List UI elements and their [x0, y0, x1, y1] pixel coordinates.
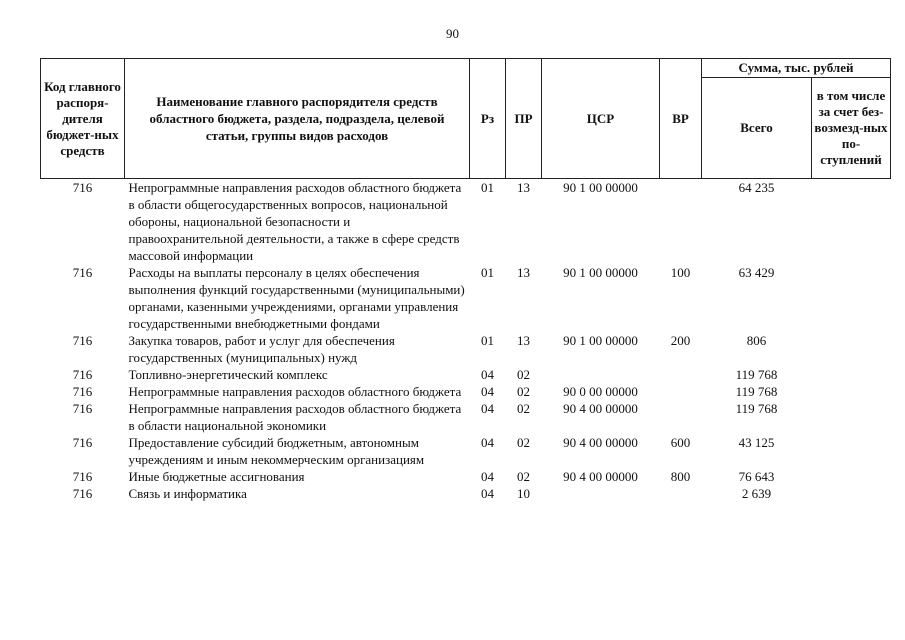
- table-row: [41, 434, 891, 468]
- cell-gratuitous: [812, 264, 891, 332]
- cell-total: 119 768: [735, 401, 778, 416]
- cell-vr: 800: [670, 469, 691, 484]
- cell-csr: 90 0 00 00000: [563, 384, 638, 399]
- cell-rz: 04: [481, 435, 494, 450]
- cell-pr: 02: [517, 435, 530, 450]
- cell-csr: 90 4 00 00000: [563, 435, 638, 450]
- cell-vr: 600: [670, 435, 691, 450]
- table-row: [41, 332, 891, 366]
- cell-csr: 90 1 00 00000: [563, 265, 638, 280]
- cell-csr: 90 1 00 00000: [563, 180, 638, 195]
- cell-total: 119 768: [735, 384, 778, 399]
- cell-vr: 200: [670, 333, 691, 348]
- cell-total: 2 639: [741, 486, 772, 501]
- cell-rz: 04: [481, 469, 494, 484]
- cell-pr: 13: [517, 180, 530, 195]
- cell-vr: [660, 383, 702, 400]
- budget-table: [40, 58, 891, 502]
- cell-rz: 04: [481, 384, 494, 399]
- cell-vr: [660, 485, 702, 502]
- cell-name: Закупка товаров, работ и услуг для обеспечения государственных (муниципальных) нужд: [128, 333, 395, 365]
- cell-total: 64 235: [738, 180, 775, 195]
- cell-name: Топливно-энергетический комплекс: [128, 367, 328, 382]
- cell-name: Непрограммные направления расходов областного бюджета: [128, 384, 462, 399]
- header-gratuitous: в том числе за счет без-возмезд-ных по-ступлений: [812, 78, 891, 179]
- cell-name: Непрограммные направления расходов областного бюджета в области национальной экономики: [128, 401, 462, 433]
- cell-name: Предоставление субсидий бюджетным, автономным учреждениям и иным некоммерческим организациям: [128, 435, 425, 467]
- cell-csr: 90 4 00 00000: [563, 401, 638, 416]
- table-row: [41, 366, 891, 383]
- header-name: Наименование главного распорядителя средств областного бюджета, раздела, подраздела, целевой статьи, группы видов расходов: [125, 59, 470, 179]
- table-row: [41, 179, 891, 265]
- cell-gratuitous: [812, 332, 891, 366]
- cell-vr: [660, 179, 702, 265]
- cell-code: 716: [72, 469, 93, 484]
- cell-gratuitous: [812, 400, 891, 434]
- cell-total: 806: [746, 333, 767, 348]
- header-pr: ПР: [506, 59, 542, 179]
- cell-name: Непрограммные направления расходов областного бюджета в области общегосударственных вопросов, национальной обороны, национальной безопасности и правоохранительной деятельности, а также в сфере средств массовой информации: [128, 180, 462, 263]
- cell-total: 63 429: [738, 265, 775, 280]
- cell-vr: 100: [670, 265, 691, 280]
- cell-code: 716: [72, 384, 93, 399]
- cell-rz: 01: [481, 180, 494, 195]
- cell-rz: 04: [481, 486, 494, 501]
- cell-code: 716: [72, 333, 93, 348]
- cell-csr: 90 1 00 00000: [563, 333, 638, 348]
- header-sum-group: Сумма, тыс. рублей: [702, 59, 891, 78]
- cell-code: 716: [72, 367, 93, 382]
- cell-pr: 02: [517, 469, 530, 484]
- cell-total: 76 643: [738, 469, 775, 484]
- cell-csr: [542, 366, 660, 383]
- header-total: Всего: [702, 78, 812, 179]
- cell-rz: 04: [481, 401, 494, 416]
- page-number: 90: [446, 26, 459, 41]
- cell-vr: [660, 400, 702, 434]
- cell-code: 716: [72, 486, 93, 501]
- cell-pr: 13: [517, 265, 530, 280]
- table-row: [41, 468, 891, 485]
- cell-rz: 04: [481, 367, 494, 382]
- cell-name: Иные бюджетные ассигнования: [128, 469, 305, 484]
- cell-code: 716: [72, 180, 93, 195]
- cell-code: 716: [72, 401, 93, 416]
- cell-csr: 90 4 00 00000: [563, 469, 638, 484]
- cell-pr: 13: [517, 333, 530, 348]
- cell-csr: [542, 485, 660, 502]
- cell-gratuitous: [812, 366, 891, 383]
- cell-rz: 01: [481, 265, 494, 280]
- table-row: [41, 485, 891, 502]
- cell-total: 119 768: [735, 367, 778, 382]
- cell-pr: 02: [517, 401, 530, 416]
- cell-gratuitous: [812, 383, 891, 400]
- cell-gratuitous: [812, 179, 891, 265]
- header-rz: Рз: [470, 59, 506, 179]
- header-csr: ЦСР: [542, 59, 660, 179]
- cell-gratuitous: [812, 434, 891, 468]
- cell-name: Связь и информатика: [128, 486, 247, 501]
- cell-gratuitous: [812, 468, 891, 485]
- table-row: [41, 400, 891, 434]
- cell-rz: 01: [481, 333, 494, 348]
- cell-vr: [660, 366, 702, 383]
- header-code: Код главного распоря-дителя бюджет-ных средств: [41, 59, 125, 179]
- cell-name: Расходы на выплаты персоналу в целях обеспечения выполнения функций государственными (муниципальными) органами, казенными учреждениями, органами управления государственными внебюджетными фондами: [128, 265, 465, 331]
- cell-total: 43 125: [738, 435, 775, 450]
- cell-pr: 02: [517, 384, 530, 399]
- cell-pr: 02: [517, 367, 530, 382]
- header-vr: ВР: [660, 59, 702, 179]
- header-row: [41, 59, 891, 78]
- table-row: [41, 264, 891, 332]
- cell-pr: 10: [517, 486, 530, 501]
- cell-gratuitous: [812, 485, 891, 502]
- cell-code: 716: [72, 435, 93, 450]
- cell-code: 716: [72, 265, 93, 280]
- table-row: [41, 383, 891, 400]
